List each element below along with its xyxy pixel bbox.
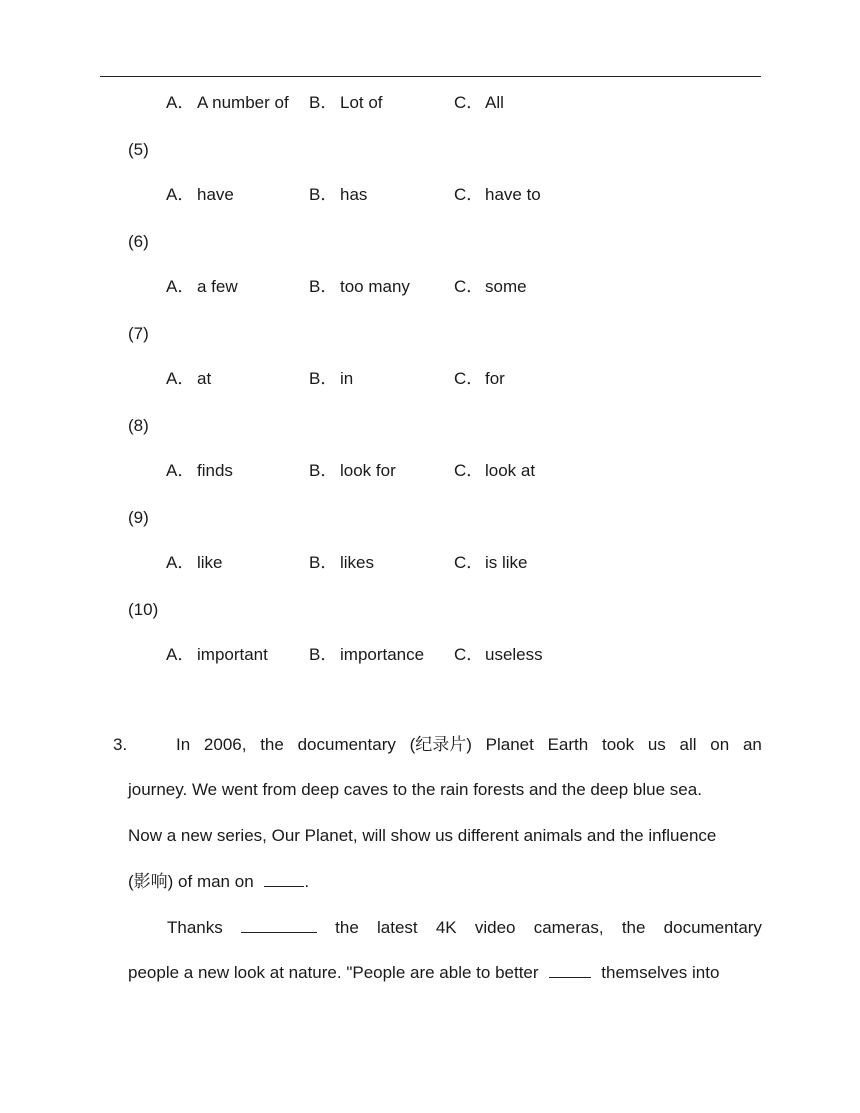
option-a[interactable] (166, 551, 223, 575)
option-text: has (340, 185, 368, 204)
option-letter: B． (309, 93, 338, 112)
option-text: look at (485, 461, 536, 480)
passage-word: all (679, 735, 697, 754)
passage-line-2: journey. We went from deep caves to the rain forests and the deep blue sea. (128, 780, 702, 799)
option-c[interactable] (454, 643, 543, 667)
option-letter: A． (166, 461, 195, 480)
option-letter: A． (166, 645, 195, 664)
option-b[interactable] (309, 367, 353, 391)
option-letter: B． (309, 369, 338, 388)
header-rule (100, 76, 761, 77)
passage-line-4-text: (影响) of man on (128, 872, 254, 891)
option-text: Lot of (340, 93, 383, 112)
option-text: important (197, 645, 268, 664)
option-b[interactable] (309, 183, 367, 207)
option-text: look for (340, 461, 396, 480)
options-row (0, 459, 860, 483)
question-number: (9) (128, 508, 149, 527)
passage-line-5-words (167, 916, 762, 940)
option-a[interactable] (166, 367, 211, 391)
option-b[interactable] (309, 91, 383, 115)
option-c[interactable] (454, 91, 504, 115)
option-text: likes (340, 553, 375, 572)
passage-word: (纪录片) (409, 735, 472, 754)
question-number: (8) (128, 416, 149, 435)
option-letter: A． (166, 93, 195, 112)
answer-blank-3[interactable] (549, 961, 591, 978)
option-a[interactable] (166, 91, 289, 115)
passage-line-5 (167, 916, 762, 940)
passage-word: In (176, 735, 191, 754)
question-number: (6) (128, 232, 149, 251)
option-letter: B． (309, 185, 338, 204)
passage-word: documentary (297, 735, 396, 754)
question-number: (5) (128, 140, 149, 159)
option-letter: C． (454, 185, 484, 204)
option-letter: C． (454, 645, 484, 664)
option-text: A number of (197, 93, 289, 112)
option-text: at (197, 369, 212, 388)
options-row (0, 367, 860, 391)
passage-line-1-words (176, 733, 762, 757)
option-letter: B． (309, 277, 338, 296)
question-number: (7) (128, 324, 149, 343)
passage-word: Earth (547, 735, 589, 754)
option-b[interactable] (309, 643, 424, 667)
options-row (0, 183, 860, 207)
option-c[interactable] (454, 367, 505, 391)
option-b[interactable] (309, 459, 396, 483)
question-number: (10) (128, 600, 159, 619)
option-text: have to (485, 185, 541, 204)
passage-word: cameras, (533, 918, 604, 937)
answer-blank-2[interactable] (241, 916, 317, 933)
options-row (0, 91, 860, 115)
option-b[interactable] (309, 275, 410, 299)
passage-word: took (601, 735, 635, 754)
options-row (0, 275, 860, 299)
passage-word: an (742, 735, 762, 754)
option-c[interactable] (454, 551, 528, 575)
passage-number: 3. (113, 735, 128, 754)
option-text: have (197, 185, 234, 204)
passage-word: latest (377, 918, 418, 937)
option-c[interactable] (454, 275, 527, 299)
passage-line-4-end: . (304, 872, 310, 891)
option-letter: A． (166, 553, 195, 572)
option-text: in (340, 369, 354, 388)
options-row (0, 551, 860, 575)
option-letter: A． (166, 369, 195, 388)
option-text: finds (197, 461, 233, 480)
passage-word: on (710, 735, 730, 754)
passage-word: the (260, 735, 284, 754)
passage-word: video (474, 918, 516, 937)
option-a[interactable] (166, 459, 233, 483)
option-c[interactable] (454, 459, 535, 483)
option-letter: B． (309, 553, 338, 572)
option-text: some (485, 277, 527, 296)
passage-word: us (647, 735, 666, 754)
option-a[interactable] (166, 643, 268, 667)
passage-line-6-text: people a new look at nature. "People are able to better (128, 963, 539, 982)
option-letter: B． (309, 645, 338, 664)
option-text: a few (197, 277, 238, 296)
option-letter: A． (166, 277, 195, 296)
option-a[interactable] (166, 183, 234, 207)
passage-word: the (335, 918, 359, 937)
option-letter: C． (454, 277, 484, 296)
option-letter: C． (454, 369, 484, 388)
passage-word: Thanks (167, 918, 223, 937)
option-b[interactable] (309, 551, 374, 575)
options-row (0, 643, 860, 667)
option-letter: C． (454, 553, 484, 572)
passage-line-4 (128, 870, 762, 894)
option-letter: A． (166, 185, 195, 204)
option-text: too many (340, 277, 410, 296)
passage-word: 2006, (203, 735, 247, 754)
option-letter: C． (454, 93, 484, 112)
option-letter: C． (454, 461, 484, 480)
passage-word: 4K (435, 918, 457, 937)
option-text: like (197, 553, 223, 572)
passage-line-6-end: themselves into (601, 963, 720, 982)
passage-line-3: Now a new series, Our Planet, will show us different animals and the influence (128, 826, 717, 845)
passage-word: documentary (663, 918, 762, 937)
answer-blank-1[interactable] (264, 870, 304, 887)
option-letter: B． (309, 461, 338, 480)
passage-word: Planet (485, 735, 534, 754)
option-text: importance (340, 645, 425, 664)
option-text: for (485, 369, 505, 388)
option-a[interactable] (166, 275, 238, 299)
passage-line-1 (113, 733, 762, 757)
option-text: All (485, 93, 504, 112)
option-text: useless (485, 645, 543, 664)
passage-line-6 (128, 961, 762, 985)
passage-word: the (621, 918, 646, 937)
option-c[interactable] (454, 183, 541, 207)
option-text: is like (485, 553, 528, 572)
